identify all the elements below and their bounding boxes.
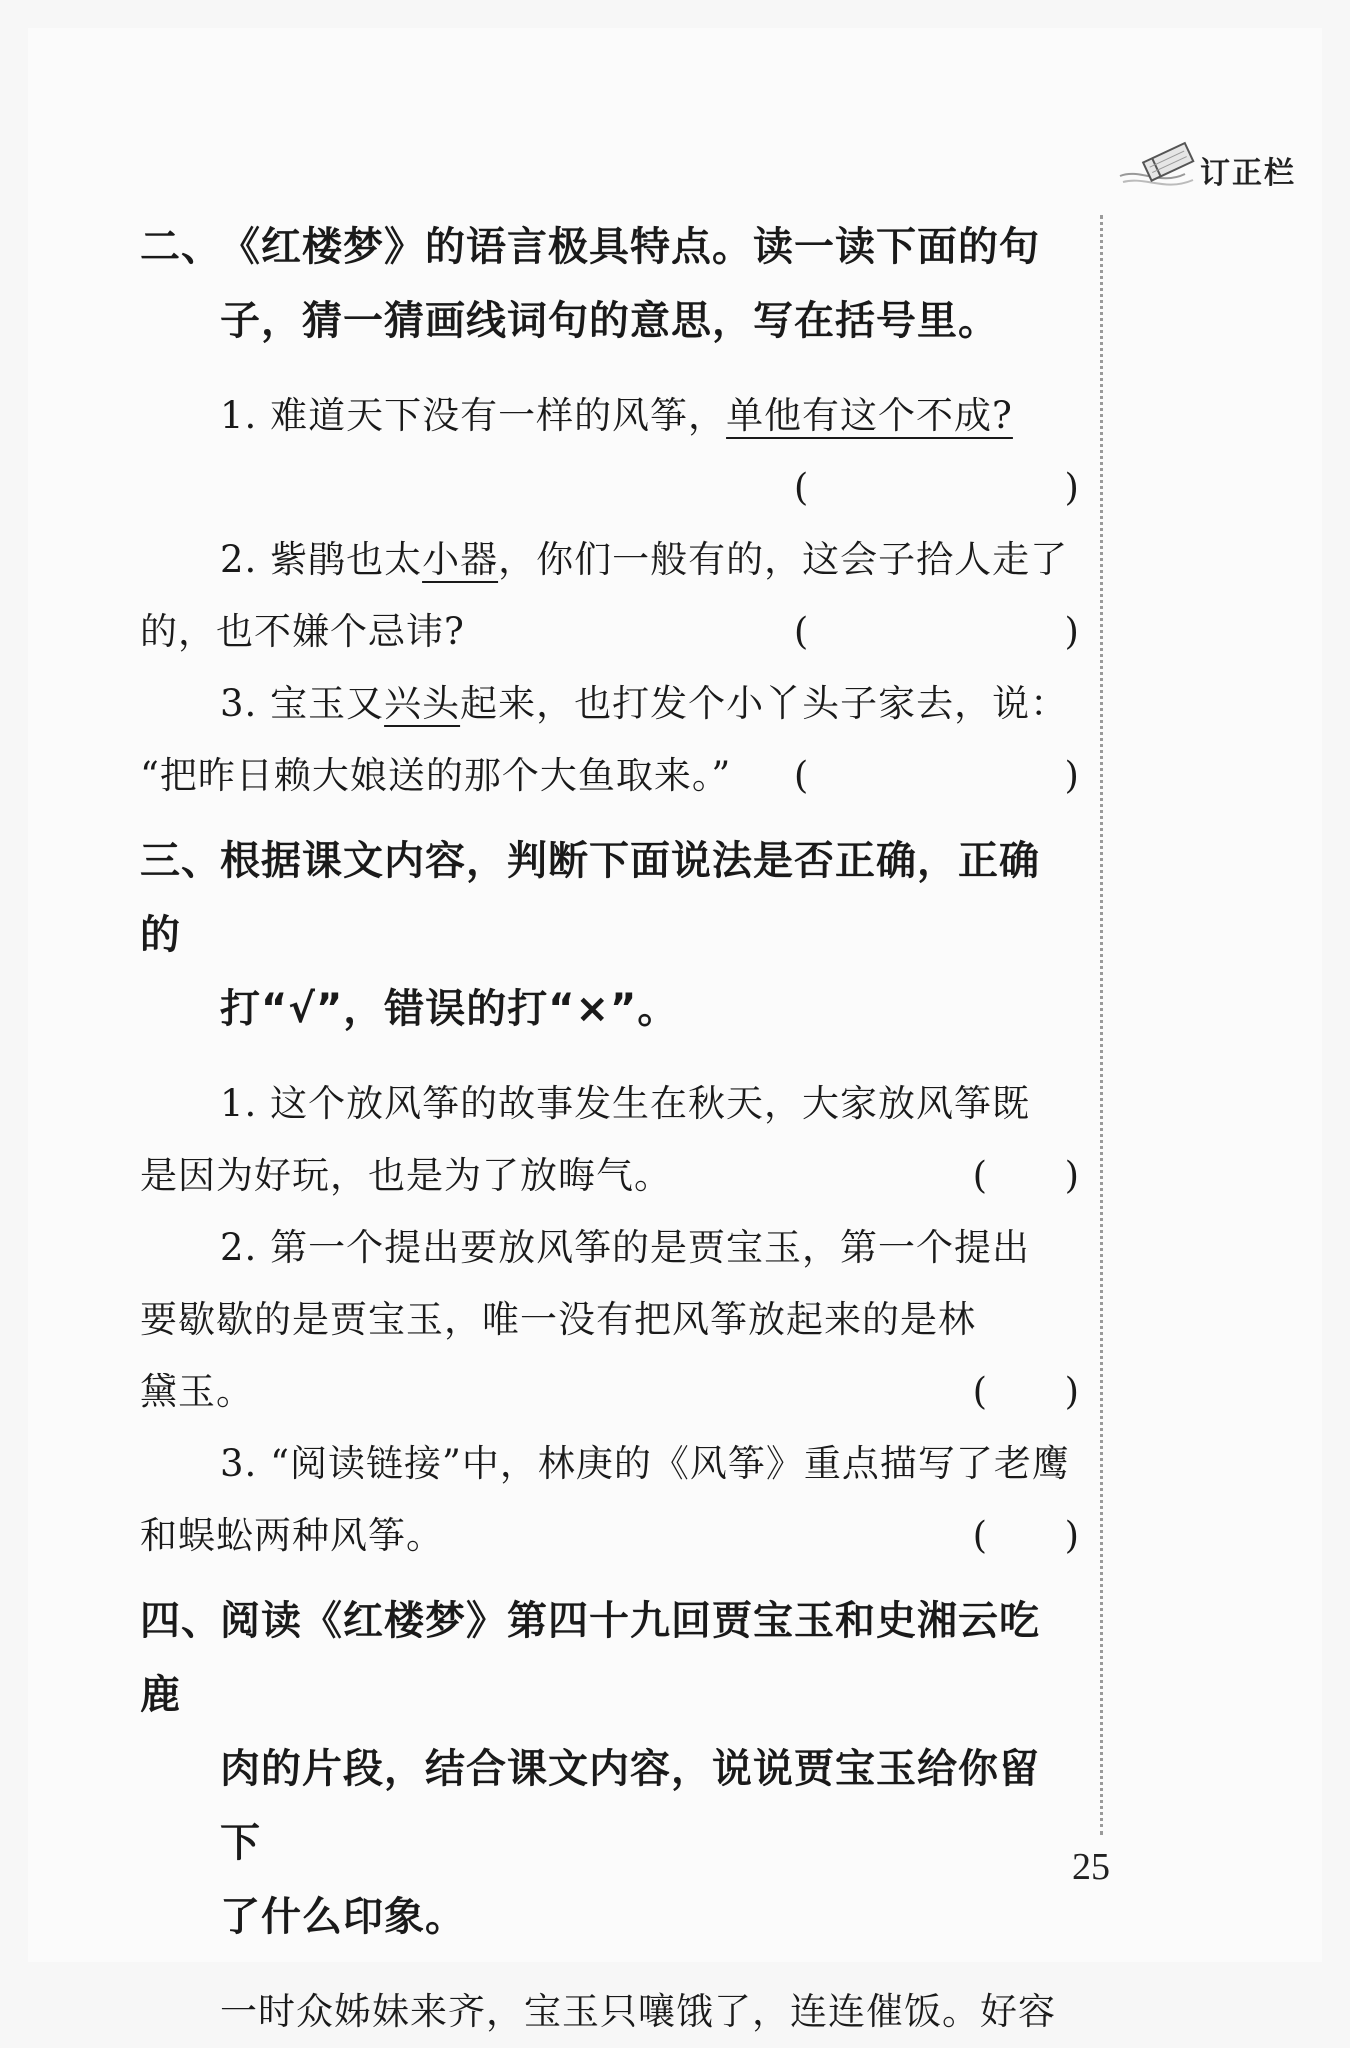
question-text: 是因为好玩，也是为了放晦气。: [140, 1154, 672, 1197]
judgment-item-2: 2. 第一个提出要放风筝的是贾宝玉，第一个提出: [220, 1226, 1031, 1269]
underlined-phrase: 兴头: [384, 682, 461, 725]
judgment-item-3-cont: [140, 1500, 1080, 1572]
judgment-item-2-cont: [140, 1356, 1080, 1428]
question-2-1: [140, 380, 1080, 452]
question-text: 和蜈蚣两种风筝。: [140, 1514, 444, 1557]
answer-blank[interactable]: ( ): [793, 466, 1080, 509]
judgment-blank[interactable]: ( ): [972, 1370, 1080, 1413]
question-text: “把昨日赖大娘送的那个大鱼取来。”: [140, 754, 732, 797]
answer-blank[interactable]: ( ): [793, 610, 1080, 653]
heading-line: 《红楼梦》的语言极具特点。读一读下面的句: [220, 224, 1040, 270]
question-2-2: [140, 524, 1080, 596]
question-text: 要歇歇的是贾宝玉，唯一没有把风筝放起来的是林: [140, 1298, 976, 1341]
question-text: 起来，也打发个小丫头子家去，说：: [460, 682, 1069, 725]
question-text: ，你们一般有的，这会子拾人走了: [498, 538, 1069, 581]
section-number: 三、: [140, 838, 222, 884]
page-number: 25: [1072, 1846, 1110, 1888]
answer-blank[interactable]: ( ): [793, 754, 1080, 797]
heading-line: 子，猜一猜画线词句的意思，写在括号里。: [220, 298, 999, 344]
question-2-3-cont: [140, 740, 1080, 812]
worksheet-content: [140, 210, 1080, 2048]
heading-line: 了什么印象。: [220, 1894, 466, 1940]
heading-line: 打“√”，错误的打“×”。: [220, 986, 679, 1032]
question-text: 的，也不嫌个忌讳?: [140, 610, 465, 653]
dotted-divider: [1100, 215, 1103, 1835]
section-number: 四、: [140, 1598, 222, 1644]
heading-line: 根据课文内容，判断下面说法是否正确，正确的: [140, 838, 1040, 958]
heading-line: 肉的片段，结合课文内容，说说贾宝玉给你留下: [220, 1746, 1040, 1866]
section-4-heading: [140, 1584, 1080, 1954]
question-text: 1. 难道天下没有一样的风筝，: [220, 394, 727, 437]
judgment-blank[interactable]: ( ): [972, 1154, 1080, 1197]
judgment-item-1: 1. 这个放风筝的故事发生在秋天，大家放风筝既: [220, 1082, 1031, 1125]
correction-label: 订正栏: [1200, 156, 1296, 191]
question-2-2-cont: [140, 596, 1080, 668]
answer-paren[interactable]: [140, 452, 1080, 524]
section-3-heading: [140, 824, 1080, 1046]
question-text: 黛玉。: [140, 1370, 254, 1413]
underlined-phrase: 单他有这个不成?: [726, 394, 1013, 437]
section-number: 二、: [140, 224, 222, 270]
judgment-blank[interactable]: ( ): [972, 1514, 1080, 1557]
section-2-heading: [140, 210, 1080, 358]
question-text: 3. 宝玉又: [220, 682, 385, 725]
reading-passage: 一时众姊妹来齐，宝玉只嚷饿了，连连催饭。好容: [220, 1990, 1056, 2033]
question-text: 2. 紫鹃也太: [220, 538, 423, 581]
judgment-item-1-cont: [140, 1140, 1080, 1212]
correction-column-header: [1115, 128, 1340, 198]
pencil-eraser-icon: [1115, 136, 1205, 196]
heading-line: 阅读《红楼梦》第四十九回贾宝玉和史湘云吃鹿: [140, 1598, 1040, 1718]
question-2-3: [140, 668, 1080, 740]
underlined-phrase: 小器: [422, 538, 499, 581]
judgment-item-3: 3. “阅读链接”中，林庚的《风筝》重点描写了老鹰: [220, 1442, 1070, 1485]
